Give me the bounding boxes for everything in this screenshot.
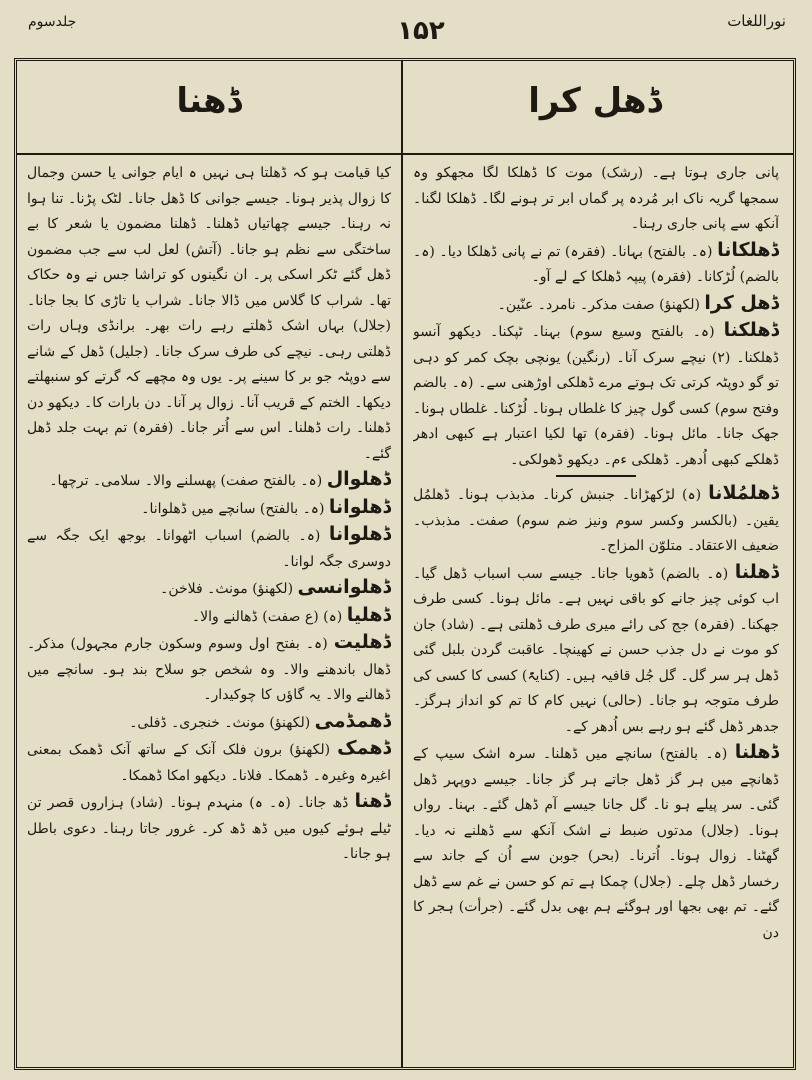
dictionary-entry [27, 575, 391, 603]
entry-text: (ہ۔ بالفتح) بہانا۔ (فقرہ) تم نے پانی ڈھلکا دیا۔ (ہ۔ بالضم) لُڑکانا۔ (فقرہ) پیپہ ڈھلکا کے لے آو۔ [413, 243, 779, 285]
right-column [413, 161, 779, 1061]
entry-continuation [27, 161, 391, 467]
entry-headword: ڈھلوانسی [297, 576, 391, 598]
entry-text: ڈھ جانا۔ (ہ۔ ہ) منہدم ہونا۔ (شاد) ہزاروں قصر تن ٹیلے ہوئے کیوں میں ڈھ ڈھ کر۔ غرور جاتا رہنا۔ دعوی باطل ہو جانا۔ [27, 795, 391, 862]
dictionary-entry [27, 736, 391, 789]
entry-text: (ہ۔ بالفتح) سانچے میں ڈھلوانا۔ [141, 500, 325, 517]
running-title: نوراللغات [727, 12, 786, 30]
dictionary-entry [27, 709, 391, 737]
page-frame [14, 58, 796, 1070]
entry-text: (لکھنؤ) صفت مذکر۔ نامرد۔ عنّین۔ [497, 296, 700, 313]
right-column-heading: ڈھل کرا [528, 81, 662, 121]
entry-text: (ہ۔ بالضم) اسباب اٹھوانا۔ بوجھ ایک جگہ سے دوسری جگہ لوانا۔ [27, 528, 391, 570]
entry-headword: ڈھلنا [734, 560, 779, 583]
entry-text: (ہ۔ بالفتح) سانچے میں ڈھلنا۔ سرہ اشک سیپ کے ڈھانچے میں ہر گز ڈھل جاتے ہر گز جانا۔ جیسے دوپہر ڈھل گئی۔ سر پیلے ہو نا۔ گل جانا جیسے آم ڈھل گئے۔ بہنا۔ رواں ہونا۔ (جلال) مدتوں ضبط نے اشک آنکھ سے ڈھلنے نہ دیا۔ گھٹنا۔ زوال ہونا۔ اُترنا۔ (بحر) جوبن سے اُن کے جاند سے رخسار ڈھل چلے۔ (جلال) چمکا ہے تم کو حسن نے غم سے ڈھل گئے۔ تم بھی بجھا اور ہوگئے ہم بھی بدل گئے۔ (جرأت) ہجر کا دن [413, 746, 779, 941]
entry-continuation [413, 161, 779, 238]
column-divider [401, 61, 403, 1067]
entry-separator-rule [556, 475, 636, 477]
entry-text: (ہ) (ع صفت) ڈھالنے والا۔ [191, 608, 343, 625]
entry-headword: ڈھلیت [333, 631, 391, 653]
entry-text: (ہ۔ بفتح اول وسوم وسکون جارم مجہول) مذکر۔ ڈھال باندھنے والا۔ وہ شخص جو سلاح بند ہو۔ سانچے میں ڈھالنے والا۔ یہ گاؤں کا چوکیدار۔ [27, 636, 391, 703]
dictionary-entry [27, 603, 391, 631]
entry-headword: ڈھلمُلانا [708, 482, 779, 504]
entry-headword: ڈھلکنا [723, 319, 779, 341]
dictionary-entry [413, 291, 779, 319]
dictionary-entry [27, 467, 391, 495]
dictionary-entry [27, 495, 391, 523]
entry-headword: ڈھلوانا [328, 495, 391, 518]
dictionary-entry [27, 522, 391, 575]
entry-headword: ڈھلیا [346, 603, 391, 626]
dictionary-entry [413, 560, 779, 741]
entry-text: (ہ۔ بالفتح وسیع سوم) بہنا۔ ٹپکنا۔ دیکھو آنسو ڈھلکنا۔ (۲) نیچے سرک آنا۔ (رنگین) یونچی بچک کمر کو دہی تو گو دوپٹہ کرتی تک ہوتے مرے ڈھلکی اوڑھنی سے۔ (ہ۔ بالضم وفتح سوم) کسی گول چیز کا غلطاں ہونا۔ لُڑکنا۔ غلطاں ہونا۔ جھک جانا۔ مائل ہونا۔ (فقرہ) تھا لکیا اعتبار ہے کبھی ادھر ڈھلکے کبھی اُدھر۔ ڈھلکی ءم۔ دیکھو ڈھولکی۔ [413, 324, 779, 468]
entry-text: پانی جاری ہوتا ہے۔ (رشک) موت کا ڈھلکا لگا مجھکو وہ سمجھا گریہ ناک ابر مُردہ پر گماں ابر تر ہونے لگا۔ ڈھلکا لگنا۔ آنکھ سے پانی جاری رہنا۔ [413, 165, 779, 232]
entry-text: (ہ۔ بالفتح صفت) پھسلنے والا۔ سلامی۔ ترچھا۔ [49, 473, 323, 489]
entry-headword: ڈھلکانا [717, 238, 779, 261]
dictionary-entry [413, 740, 779, 946]
entry-text: (لکھنؤ) مونث۔ فلاخن۔ [160, 581, 294, 597]
entry-text: (لکھنؤ) برون فلک آنک کے ساتھ آنک ڈھمک بمعنی اغیرہ وغیرہ۔ ڈھمکا۔ فلانا۔ دیکھو امکا ڈھمکا۔ [27, 742, 391, 784]
volume-label: جلدسوم [28, 14, 77, 30]
entry-text: کیا قیامت ہو کہ ڈھلتا ہی نہیں ہ ایام جوانی یا حسن وجمال کا زوال پذیر ہونا۔ جیسے جوانی کا ڈھل جانا۔ لٹک پڑنا۔ تنا ہوا نہ رہنا۔ جیسے چھاتیاں ڈھلنا۔ ڈھلنا مضمون یا شعر کا بے ساختگی سے نظم ہو جانا۔ (آتش) لعل لب سے جب مضمون ڈھل گئے ٹکر اسکی پر۔ ان نگینوں کو تراشا جس نے وہ حکاک تھا۔ شراب کا گلاس میں ڈالا جانا۔ شراب یا تاڑی کا بجا جانا۔ (جلال) بہاں اشک ڈھلتے رہے رات بھر۔ برانڈی وہاں رات ڈھلتی رہی۔ نیچے کی طرف سرک جانا۔ (جلیل) ڈھل کے شانے سے دوپٹہ جو بر کا سینے پر۔ یوں وہ مچھے کہ گرتے کو سنبھلتے دیکھا۔ الختم کے قریب آنا۔ زوال پر آنا۔ دن بارات کا۔ دیکھو دن ڈھلنا۔ رات ڈھلنا۔ اس سے اُتر جانا۔ (فقرہ) تم بہت جلد ڈھل گئے۔ [27, 165, 391, 462]
dictionary-entry [413, 318, 779, 473]
entry-headword: ڈھمک [337, 737, 391, 759]
entry-headword: ڈھلوانا [328, 523, 391, 545]
dictionary-entry [27, 789, 391, 868]
entry-headword: ڈھلنا [734, 741, 779, 763]
page-number: ۱۵۲ [397, 16, 445, 46]
entry-headword: ڈھمڈمی [314, 709, 391, 732]
entry-text: (ہ) لڑکھڑانا۔ جنبش کرنا۔ مذبذب ہونا۔ ڈھلمُل یقین۔ (بالکسر وکسر سوم ونیز ضم سوم) صفت۔ مذبذب۔ ضعیف الاعتقاد۔ متلوّن المزاج۔ [413, 487, 779, 554]
dictionary-entry [27, 630, 391, 709]
entry-text: (ہ۔ بالضم) ڈھویا جانا۔ جیسے سب اسباب ڈھل گیا۔ اب کوئی چیز جانے کو باقی نہیں ہے۔ مائل ہونا۔ کسی طرف جھکنا۔ (فقرہ) جج کی رائے میری طرف ڈھلتی ہے۔ (شاد) جان کو موت نے دل جذب حسن نے کھینچا۔ عاقبت گردن بلبل گئی ڈھل ہر سر گل۔ گل جُل قافیہ ہیں۔ (کنایۃً) کسی کا کسی کی طرف متوجہ ہو جانا۔ (حالی) نہیں کام کا تم کو انداز ہرگز۔ جدھر ڈھل گئے ہو رہے بس اُدھر کے۔ [413, 565, 779, 735]
entry-headword: ڈھلوال [326, 468, 391, 490]
entry-headword: ڈھل کرا [704, 291, 779, 314]
entry-text: (لکھنؤ) مونث۔ خنجری۔ ڈفلی۔ [129, 714, 311, 731]
left-column [27, 161, 391, 1061]
left-column-heading: ڈھنا [176, 81, 242, 121]
entry-headword: ڈھنا [354, 790, 391, 812]
dictionary-entry [413, 481, 779, 560]
heading-row [17, 61, 793, 155]
dictionary-entry [413, 238, 779, 291]
